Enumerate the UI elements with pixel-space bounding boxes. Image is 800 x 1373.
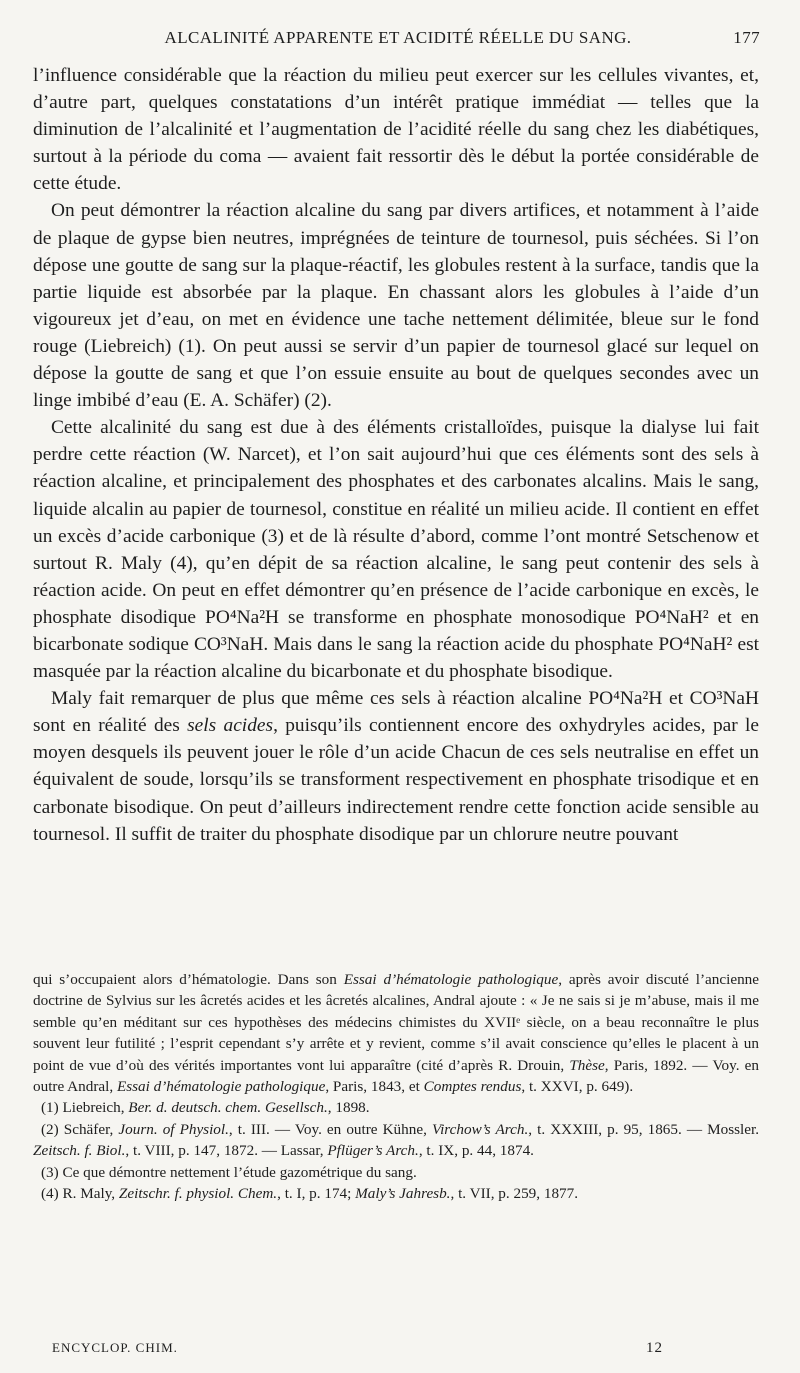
footnotes xyxy=(33,969,759,1204)
note-title: Zeitschr. f. physiol. Chem. xyxy=(118,1185,278,1203)
running-header xyxy=(36,28,760,52)
note-text: , t. IX, p. 44, 1874. xyxy=(418,1142,534,1160)
signature-number: 12 xyxy=(646,1340,663,1356)
paragraph-4-start: Maly fait remarquer de plus que même ces sels à réaction alcaline PO⁴Na²H et CO³NaH sont en réalité des xyxy=(33,688,759,737)
note-text: (2) Schäfer, xyxy=(41,1120,119,1138)
note-title: Pflüger’s Arch. xyxy=(327,1142,419,1160)
note-title: Zeitsch. f. Biol. xyxy=(33,1142,126,1160)
note-title: Comptes rendus xyxy=(423,1078,522,1096)
note-title: Virchow’s Arch. xyxy=(431,1120,529,1138)
note-text: , t. XXVI, p. 649). xyxy=(521,1078,634,1096)
paragraph-4-end: , puisqu’ils contiennent encore des oxhydryles acides, par le moyen desquels ils peuvent jouer le rôle d’un acide Chacun de ces sels neutralise en effet un équivalent de soude, lorsqu’ils se transforment respectivement en phosphate trisodique et en carbonate bisodique. On peut d’ailleurs indirectement rendre cette fonction acide sensible au tournesol. Il suffit de traiter du phosphate disodique par un chlorure neutre pouvant xyxy=(33,715,759,845)
footnote-2 xyxy=(33,1119,759,1162)
note-title: Journ. of Physiol. xyxy=(118,1120,229,1138)
page-footer xyxy=(52,1340,760,1360)
note-text: , t. XXXIII, p. 95, 1865. — Mossler. xyxy=(528,1120,759,1138)
note-text: , après avoir discuté l’ancienne doctrine de Sylvius sur les âcretés acides et les âcretés alcalines, Andral ajoute : « Je ne sais si je m’abuse, mais il me semble qu’en méditant sur ces hypothèses des médecins chimistes du XVIIᵉ siècle, on a beau reconnaître le plus souvent leur futilité ; l’esprit cependant s’y arrête et y revient, comme s’il avait conscience qu’elles le placent à un point de vue d’où des vérités importantes vont lui apparaître (cité d’après R. Drouin, xyxy=(33,971,759,1074)
note-title: Maly’s Jahresb. xyxy=(355,1185,451,1203)
footnote-continuation xyxy=(33,969,759,1097)
note-text: , 1898. xyxy=(327,1099,370,1117)
paragraph-1: l’influence considérable que la réaction du milieu peut exercer sur les cellules vivantes, et, d’autre part, quelques constatations d’un intérêt pratique immédiat — telles que la diminution de l’alcalinité et l’augmentation de l’acidité réelle du sang chez les diabétiques, surtout à la période du coma — avaient fait ressortir dès le début la portée considérable de cette étude. xyxy=(33,65,759,195)
paragraph-2: On peut démontrer la réaction alcaline du sang par divers artifices, et notamment à l’aide de plaque de gypse bien neutres, imprégnées de teinture de tournesol, puis séchées. Si l’on dépose une goutte de sang sur la plaque-réactif, les globules restent à la surface, tandis que la partie liquide est absorbée par la plaque. En chassant alors les globules à l’aide d’un vigoureux jet d’eau, on met en évidence une tache nettement délimitée, bleue sur le fond rouge (Liebreich) (1). On peut aussi se servir d’un papier de tournesol glacé sur lequel on dépose la goutte de sang et que l’on essuie ensuite au bout de quelques secondes avec un linge imbibé d’eau (E. A. Schäfer) (2). xyxy=(33,200,759,412)
paragraph-3: Cette alcalinité du sang est due à des éléments cristalloïdes, puisque la dialyse lui fait perdre cette réaction (W. Narcet), et l’on sait aujourd’hui que ces éléments sont des sels à réaction alcaline, et principalement des phosphates et des carbonates alcalins. Mais le sang, liquide alcalin au papier de tournesol, constitue en réalité un milieu acide. Il contient en effet un excès d’acide carbonique (3) et de là résulte d’abord, comme l’ont montré Setschenow et surtout R. Maly (4), qu’en dépit de sa réaction alcaline, le sang peut contenir des sels à réaction acide. On peut en effet démontrer qu’en présence de l’acide carbonique en excès, le phosphate disodique PO⁴Na²H se transforme en phosphate monosodique PO⁴NaH² et en bicarbonate sodique CO³NaH. Mais dans le sang la réaction acide du phosphate PO⁴NaH² est masquée par la réaction alcaline du bicarbonate et du phosphate bisodique. xyxy=(33,417,759,683)
note-text: , t. VII, p. 259, 1877. xyxy=(450,1185,579,1203)
footnote-3: (3) Ce que démontre nettement l’étude gazométrique du sang. xyxy=(41,1163,417,1181)
paragraph-4-emphasis: sels acides xyxy=(187,715,274,737)
note-text: , t. VIII, p. 147, 1872. — Lassar, xyxy=(125,1142,328,1160)
note-text: , Paris, 1892. — Voy. en outre Andral, xyxy=(33,1056,759,1096)
note-text: , Paris, 1843, et xyxy=(325,1078,424,1096)
note-title: Essai d’hématologie pathologique xyxy=(343,971,559,988)
signature-mark: ENCYCLOP. CHIM. xyxy=(52,1340,178,1355)
note-text: (4) R. Maly, xyxy=(41,1185,119,1203)
main-text xyxy=(33,62,759,848)
note-title: Ber. d. deutsch. chem. Gesellsch. xyxy=(128,1099,328,1117)
note-text: qui s’occupaient alors d’hématologie. Dans son xyxy=(33,971,344,988)
footnote-4 xyxy=(33,1183,759,1204)
running-title: ALCALINITÉ APPARENTE ET ACIDITÉ RÉELLE DU SANG. xyxy=(164,28,632,47)
note-text: (1) Liebreich, xyxy=(41,1099,129,1117)
note-title: Thèse xyxy=(569,1056,605,1074)
paragraph-4 xyxy=(33,685,759,848)
footnote-1 xyxy=(33,1097,759,1118)
note-title: Essai d’hématologie pathologique xyxy=(116,1078,326,1096)
note-text: , t. I, p. 174; xyxy=(277,1185,356,1203)
page-number: 177 xyxy=(733,28,760,47)
note-text: , t. III. — Voy. en outre Kühne, xyxy=(228,1120,432,1138)
